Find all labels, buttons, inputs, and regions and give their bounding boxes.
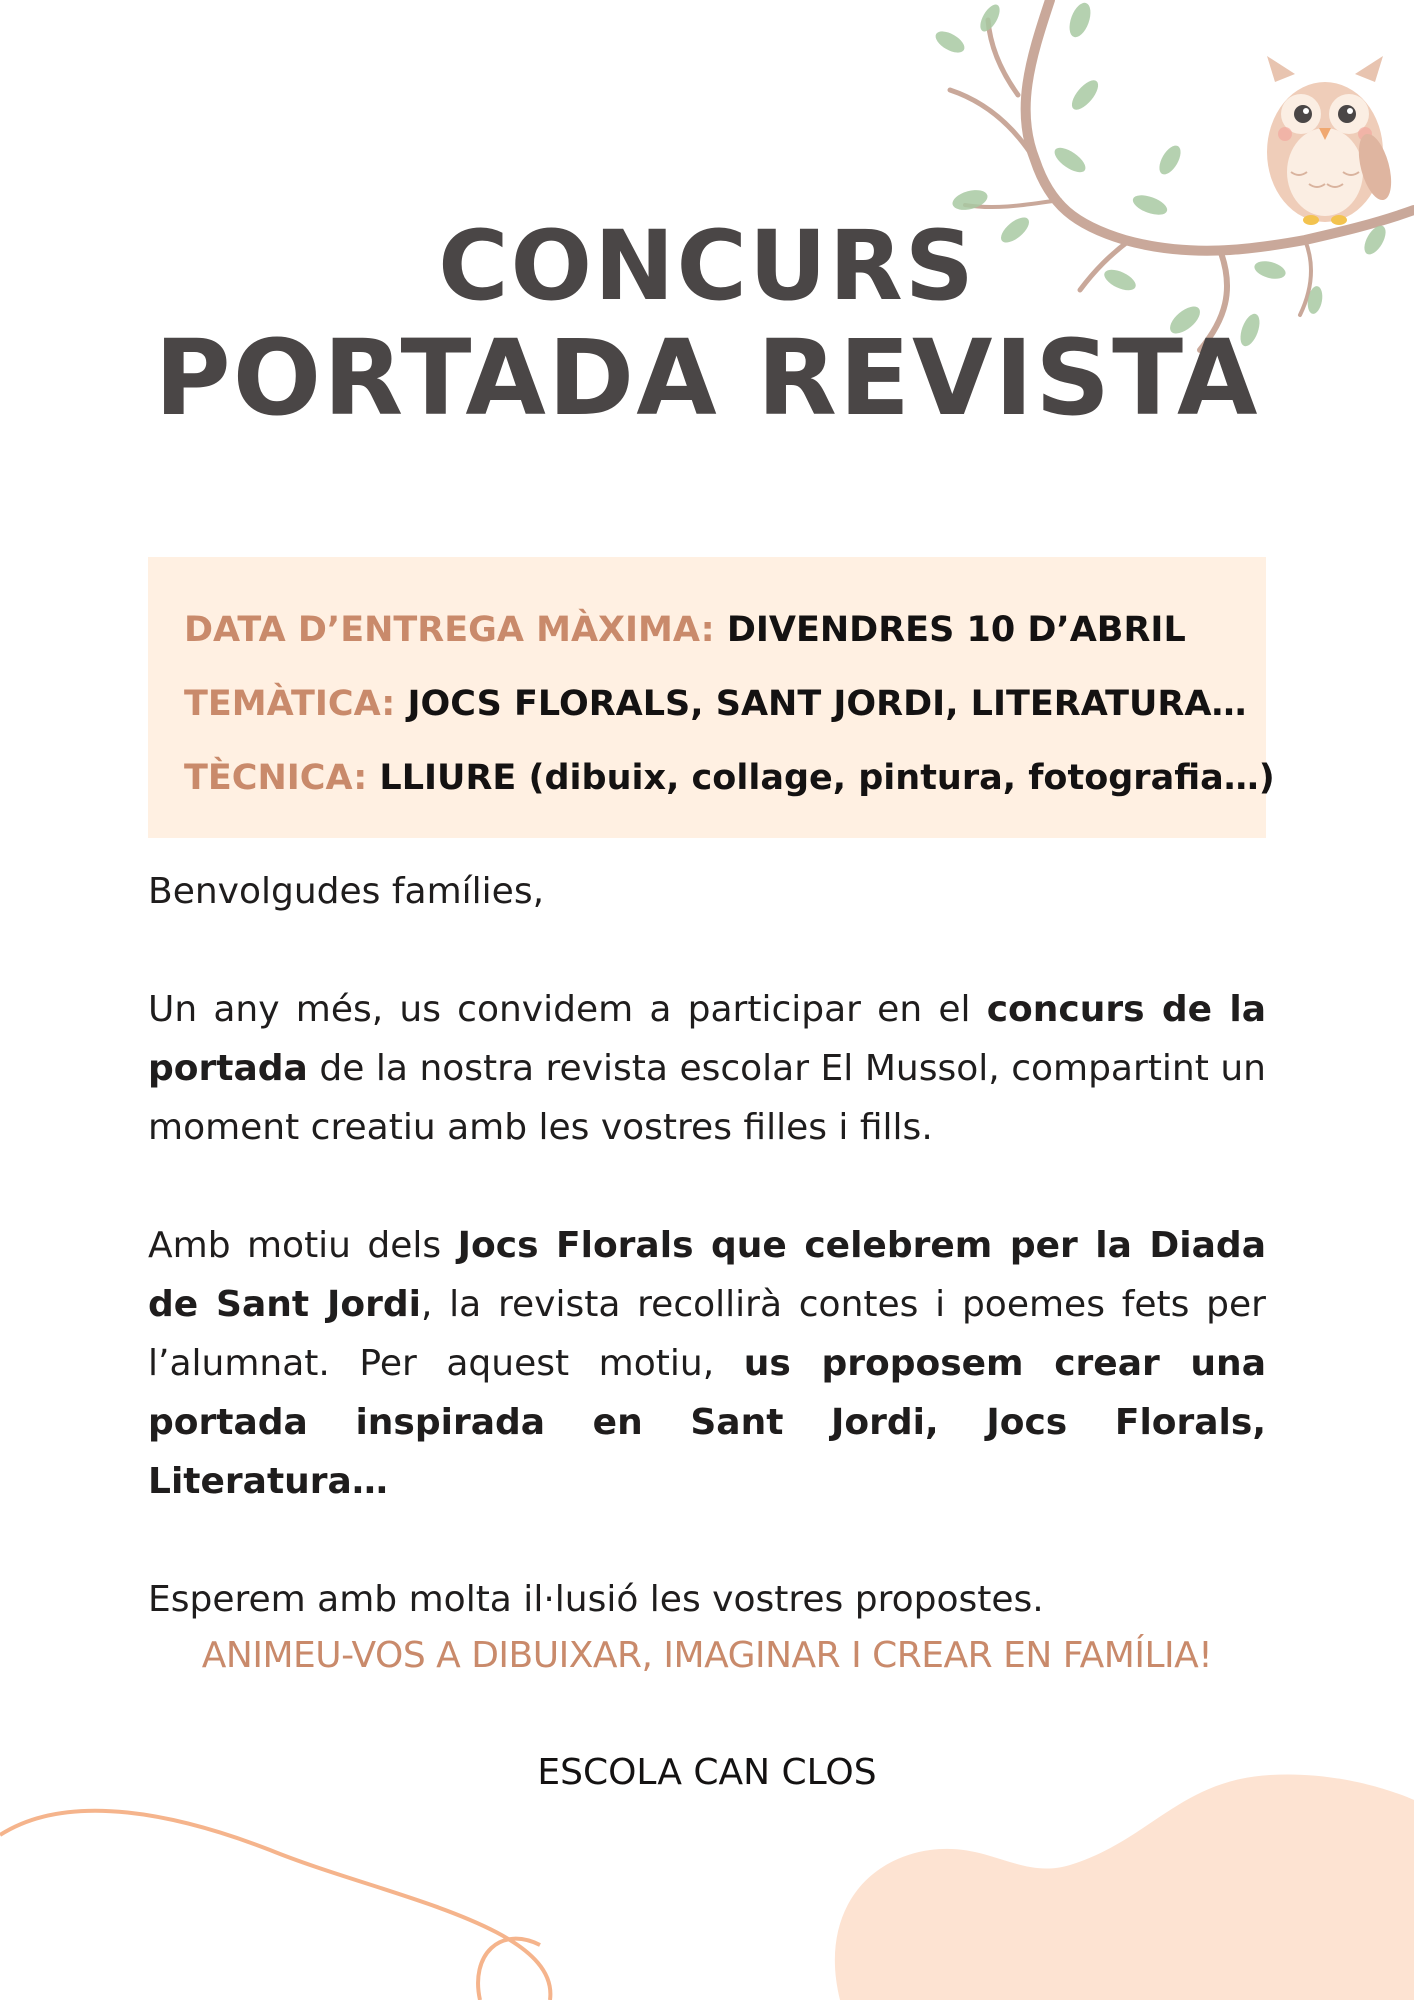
theme-line <box>184 667 1247 741</box>
technique-label: TÈCNICA: <box>184 758 368 798</box>
owl-icon <box>1255 52 1395 227</box>
technique-value: LLIURE (dibuix, collage, pintura, fotografia…) <box>379 758 1275 798</box>
page-title <box>0 210 1414 439</box>
title-line-2: PORTADA REVISTA <box>154 317 1260 439</box>
deadline-label: DATA D’ENTREGA MÀXIMA: <box>184 610 715 650</box>
text-run: Un any més, us convidem a participar en el <box>148 989 987 1030</box>
peach-blob <box>820 1770 1414 2000</box>
technique-line <box>184 741 1275 815</box>
theme-label: TEMÀTICA: <box>184 684 396 724</box>
text-run-bold: concurs de la portada <box>148 989 1266 1089</box>
text-run: de la nostra revista escolar El Mussol, compartint un moment creatiu amb les vostres filles i fills. <box>148 1048 1266 1148</box>
wave-line <box>0 1795 600 2000</box>
text-run-bold: us proposem crear una portada inspirada en Sant Jordi, Jocs Florals, Literatura… <box>148 1343 1266 1502</box>
title-line-1: CONCURS <box>438 210 976 322</box>
deadline-line <box>184 593 1230 667</box>
closing: Esperem amb molta il·lusió les vostres propostes. <box>148 1579 1044 1620</box>
greeting: Benvolgudes famílies, <box>148 871 545 912</box>
letter-body <box>148 862 1266 1688</box>
paragraph-theme <box>148 1216 1266 1511</box>
school-name: ESCOLA CAN CLOS <box>537 1752 877 1793</box>
text-run-bold: Jocs Florals que celebrem per la Diada de Sant Jordi <box>148 1225 1266 1325</box>
deadline-value: DIVENDRES 10 D’ABRIL <box>726 610 1186 650</box>
call-to-action: ANIMEU-VOS A DIBUIXAR, IMAGINAR I CREAR EN FAMÍLIA! <box>201 1635 1213 1676</box>
text-run: , la revista recollirà contes i poemes fets per l’alumnat. Per aquest motiu, <box>148 1284 1266 1384</box>
text-run: Amb motiu dels <box>148 1225 458 1266</box>
paragraph-invitation <box>148 980 1266 1157</box>
theme-value: JOCS FLORALS, SANT JORDI, LITERATURA… <box>407 684 1247 724</box>
info-box <box>148 557 1275 838</box>
